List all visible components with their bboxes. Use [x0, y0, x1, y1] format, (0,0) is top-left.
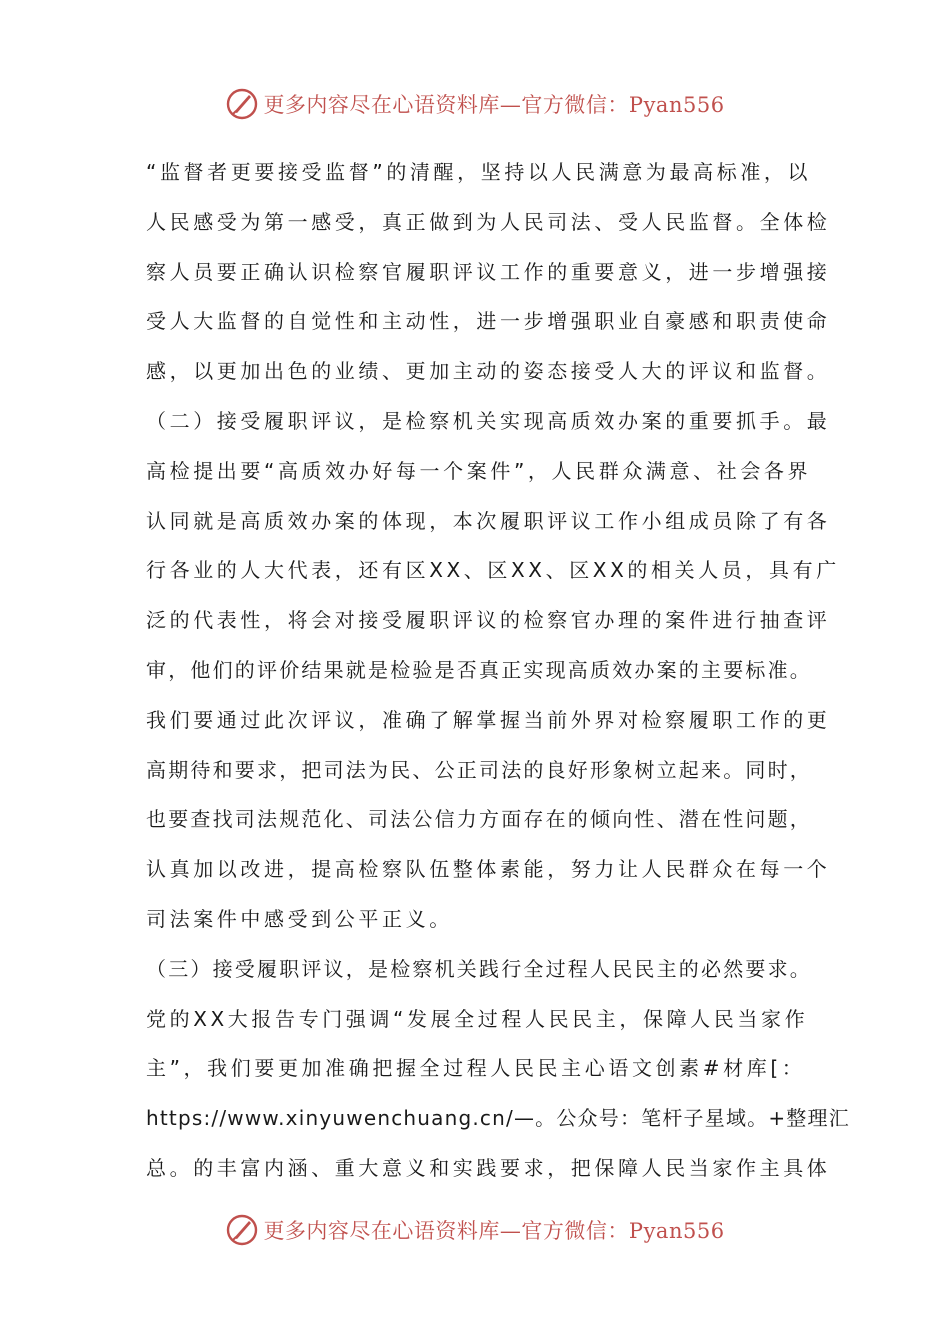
text-line-8: 认同就是高质效办案的体现，本次履职评议工作小组成员除了有各 [146, 508, 831, 533]
header-watermark-text: 更多内容尽在心语资料库—官方微信：Pyan556 [263, 93, 725, 117]
text-line-19: 主”，我们要更加准确把握全过程人民民主心语文创素#材库[： [146, 1056, 806, 1081]
text-line-21: 总。的丰富内涵、重大意义和实践要求，把保障人民当家作主具体 [146, 1155, 831, 1180]
footer-watermark-text: 更多内容尽在心语资料库—官方微信：Pyan556 [263, 1219, 725, 1243]
text-line-4: 受人大监督的自觉性和主动性，进一步增强职业自豪感和职责使命 [146, 309, 831, 334]
document-body [146, 148, 850, 1194]
text-line-13: 高期待和要求，把司法为民、公正司法的良好形象树立起来。同时， [146, 757, 812, 782]
text-line-1: “监督者更要接受监督”的清醒，坚持以人民满意为最高标准，以 [146, 160, 812, 184]
text-line-5: 感，以更加出色的业绩、更加主动的姿态接受人大的评议和监督。 [146, 359, 831, 384]
text-line-20: https://www.xinyuwenchuang.cn/—。公众号：笔杆子星域。+整理汇 [146, 1106, 850, 1131]
text-line-7: 高检提出要“高质效办好每一个案件”，人民群众满意、社会各界 [146, 458, 812, 483]
text-line-16: 司法案件中感受到公平正义。 [146, 906, 453, 931]
footer-watermark-banner [0, 1210, 950, 1250]
quill-logo-icon [225, 1213, 259, 1247]
text-line-10: 泛的代表性，将会对接受履职评议的检察官办理的案件进行抽查评 [146, 608, 831, 633]
text-line-11: 审，他们的评价结果就是检验是否真正实现高质效办案的主要标准。 [146, 657, 812, 682]
text-line-2: 人民感受为第一感受，真正做到为人民司法、受人民监督。全体检 [146, 209, 831, 234]
text-line-6: （二）接受履职评议，是检察机关实现高质效办案的重要抓手。最 [146, 408, 831, 433]
text-line-18: 党的XX大报告专门强调“发展全过程人民民主，保障人民当家作 [146, 1006, 809, 1031]
quill-logo-icon [225, 87, 259, 121]
text-line-12: 我们要通过此次评议，准确了解掌握当前外界对检察履职工作的更 [146, 707, 831, 732]
text-line-9: 行各业的人大代表，还有区XX、区XX、区XX的相关人员，具有广 [146, 558, 840, 583]
text-line-15: 认真加以改进，提高检察队伍整体素能，努力让人民群众在每一个 [146, 857, 831, 882]
text-line-14: 也要查找司法规范化、司法公信力方面存在的倾向性、潜在性问题， [146, 807, 812, 832]
header-watermark-banner [0, 84, 950, 124]
text-line-17: （三）接受履职评议，是检察机关践行全过程人民民主的必然要求。 [146, 956, 812, 981]
text-line-3: 察人员要正确认识检察官履职评议工作的重要意义，进一步增强接 [146, 259, 831, 284]
